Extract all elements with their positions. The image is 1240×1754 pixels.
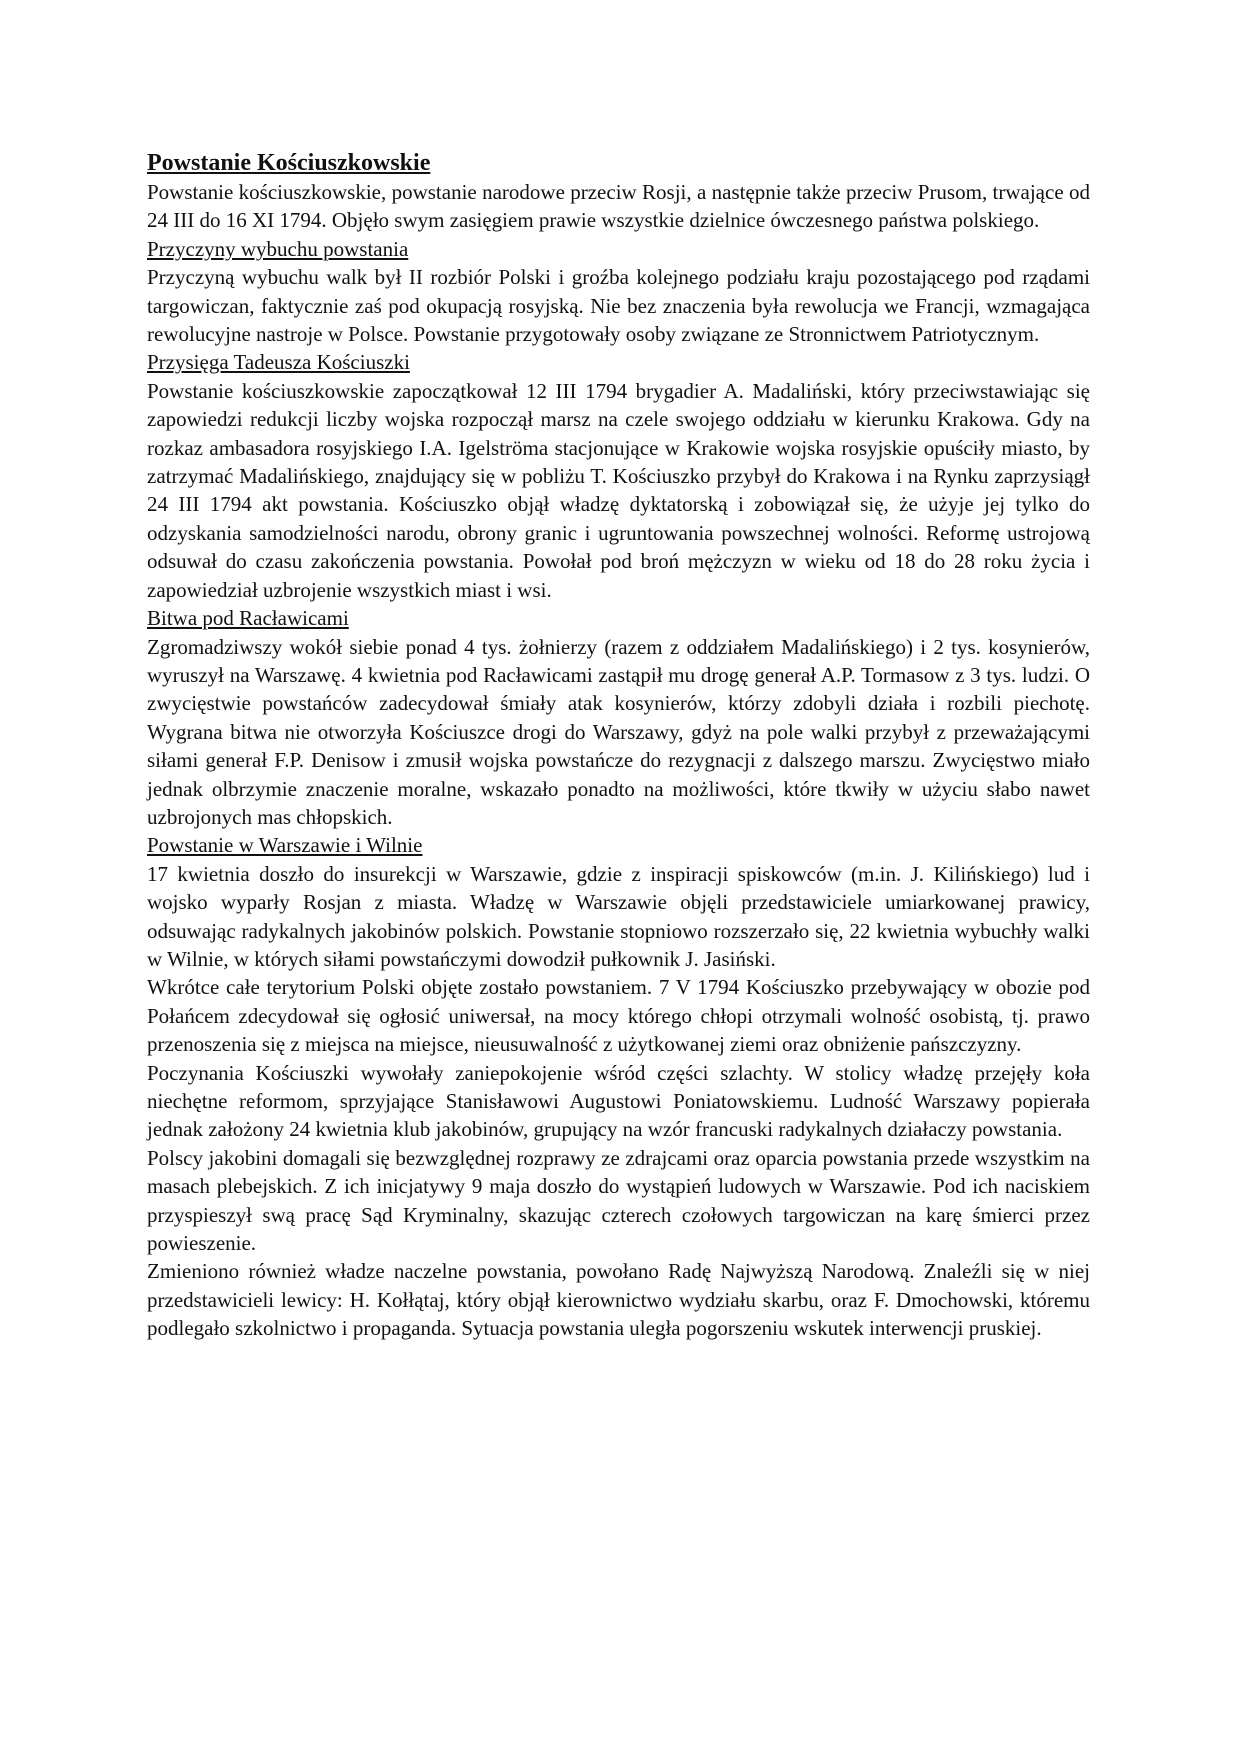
paragraph: Zmieniono również władze naczelne powstania, powołano Radę Najwyższą Narodową. Znaleźli się w niej przedstawicieli lewicy: H. Kołłątaj, który objął kierownictwo wydziału skarbu, oraz F. Dmochowski, któremu podlegało szkolnictwo i propaganda. Sytuacja powstania uległa pogorszeniu wskutek interwencji pruskiej. xyxy=(147,1259,1090,1341)
document-title: Powstanie Kościuszkowskie xyxy=(147,150,431,176)
section-heading: Bitwa pod Racławicami xyxy=(147,606,349,631)
paragraph: Wkrótce całe terytorium Polski objęte zostało powstaniem. 7 V 1794 Kościuszko przebywający w obozie pod Połańcem zdecydował się ogłosić uniwersał, na mocy którego chłopi otrzymali wolność osobistą, tj. prawo przenoszenia się z miejsca na miejsce, nieusuwalność z użytkowanej ziemi oraz obniżenie pańszczyzny. xyxy=(147,975,1090,1057)
paragraph: Przyczyną wybuchu walk był II rozbiór Polski i groźba kolejnego podziału kraju pozostającego pod rządami targowiczan, faktycznie zaś pod okupacją rosyjską. Nie bez znaczenia była rewolucja we Francji, wzmagająca rewolucyjne nastroje w Polsce. Powstanie przygotowały osoby związane ze Stronnictwem Patriotycznym. xyxy=(147,265,1090,347)
section-warsaw-vilnius xyxy=(147,831,1090,1342)
paragraph: Powstanie kościuszkowskie zapoczątkował 12 III 1794 brygadier A. Madaliński, który przeciwstawiając się zapowiedzi redukcji liczby wojska rozpoczął marsz na czele swojego oddziału w kierunku Krakowa. Gdy na rozkaz ambasadora rosyjskiego I.A. Igelströma stacjonujące w Krakowie wojska rosyjskie opuściły miasto, by zatrzymać Madalińskiego, znajdujący się w pobliżu T. Kościuszko przybył do Krakowa i na Rynku zaprzysiągł 24 III 1794 akt powstania. Kościuszko objął władzę dyktatorską i zobowiązał się, że użyje jej tylko do odzyskania samodzielności narodu, obrony granic i ugruntowania powszechnej wolności. Reformę ustrojową odsuwał do czasu zakończenia powstania. Powołał pod broń mężczyzn w wieku od 18 do 28 roku życia i zapowiedział uzbrojenie wszystkich miast i wsi. xyxy=(147,378,1090,602)
paragraph: Poczynania Kościuszki wywołały zaniepokojenie wśród części szlachty. W stolicy władzę przejęły koła niechętne reformom, sprzyjające Stanisławowi Augustowi Poniatowskiemu. Ludność Warszawy popierała jednak założony 24 kwietnia klub jakobinów, grupujący na wzór francuski radykalnych działaczy powstania. xyxy=(147,1060,1090,1142)
paragraph: Polscy jakobini domagali się bezwzględnej rozprawy ze zdrajcami oraz oparcia powstania przede wszystkim na masach plebejskich. Z ich inicjatywy 9 maja doszło do wystąpień ludowych w Warszawie. Pod ich naciskiem przyspieszył swą pracę Sąd Kryminalny, skazując czterech czołowych targowiczan na karę śmierci przez powieszenie. xyxy=(147,1145,1090,1256)
document-page xyxy=(147,148,1090,1343)
section-causes xyxy=(147,235,1090,349)
section-battle-raclawice xyxy=(147,604,1090,831)
section-oath xyxy=(147,348,1090,604)
section-heading: Powstanie w Warszawie i Wilnie xyxy=(147,833,423,858)
paragraph: Zgromadziwszy wokół siebie ponad 4 tys. żołnierzy (razem z oddziałem Madalińskiego) i 2 tys. kosynierów, wyruszył na Warszawę. 4 kwietnia pod Racławicami zastąpił mu drogę generał A.P. Tormasow z 3 tys. ludzi. O zwycięstwie powstańców zadecydował śmiały atak kosynierów, którzy zdobyli działa i rozbili piechotę. Wygrana bitwa nie otworzyła Kościuszce drogi do Warszawy, gdyż na pole walki przybył z przeważającymi siłami generał F.P. Denisow i zmusił wojska powstańcze do rezygnacji z dalszego marszu. Zwycięstwo miało jednak olbrzymie znaczenie moralne, wskazało ponadto na możliwości, które tkwiły w użyciu słabo nawet uzbrojonych mas chłopskich. xyxy=(147,634,1090,829)
intro-paragraph: Powstanie kościuszkowskie, powstanie narodowe przeciw Rosji, a następnie także przeciw Prusom, trwające od 24 III do 16 XI 1794. Objęło swym zasięgiem prawie wszystkie dzielnice ówczesnego państwa polskiego. xyxy=(147,180,1090,233)
paragraph: 17 kwietnia doszło do insurekcji w Warszawie, gdzie z inspiracji spiskowców (m.in. J. Kilińskiego) lud i wojsko wyparły Rosjan z miasta. Władzę w Warszawie objęli przedstawiciele umiarkowanej prawicy, odsuwając radykalnych jakobinów polskich. Powstanie stopniowo rozszerzało się, 22 kwietnia wybuchły walki w Wilnie, w których siłami powstańczymi dowodził pułkownik J. Jasiński. xyxy=(147,861,1090,971)
section-heading: Przysięga Tadeusza Kościuszki xyxy=(147,350,410,375)
section-heading: Przyczyny wybuchu powstania xyxy=(147,236,409,261)
